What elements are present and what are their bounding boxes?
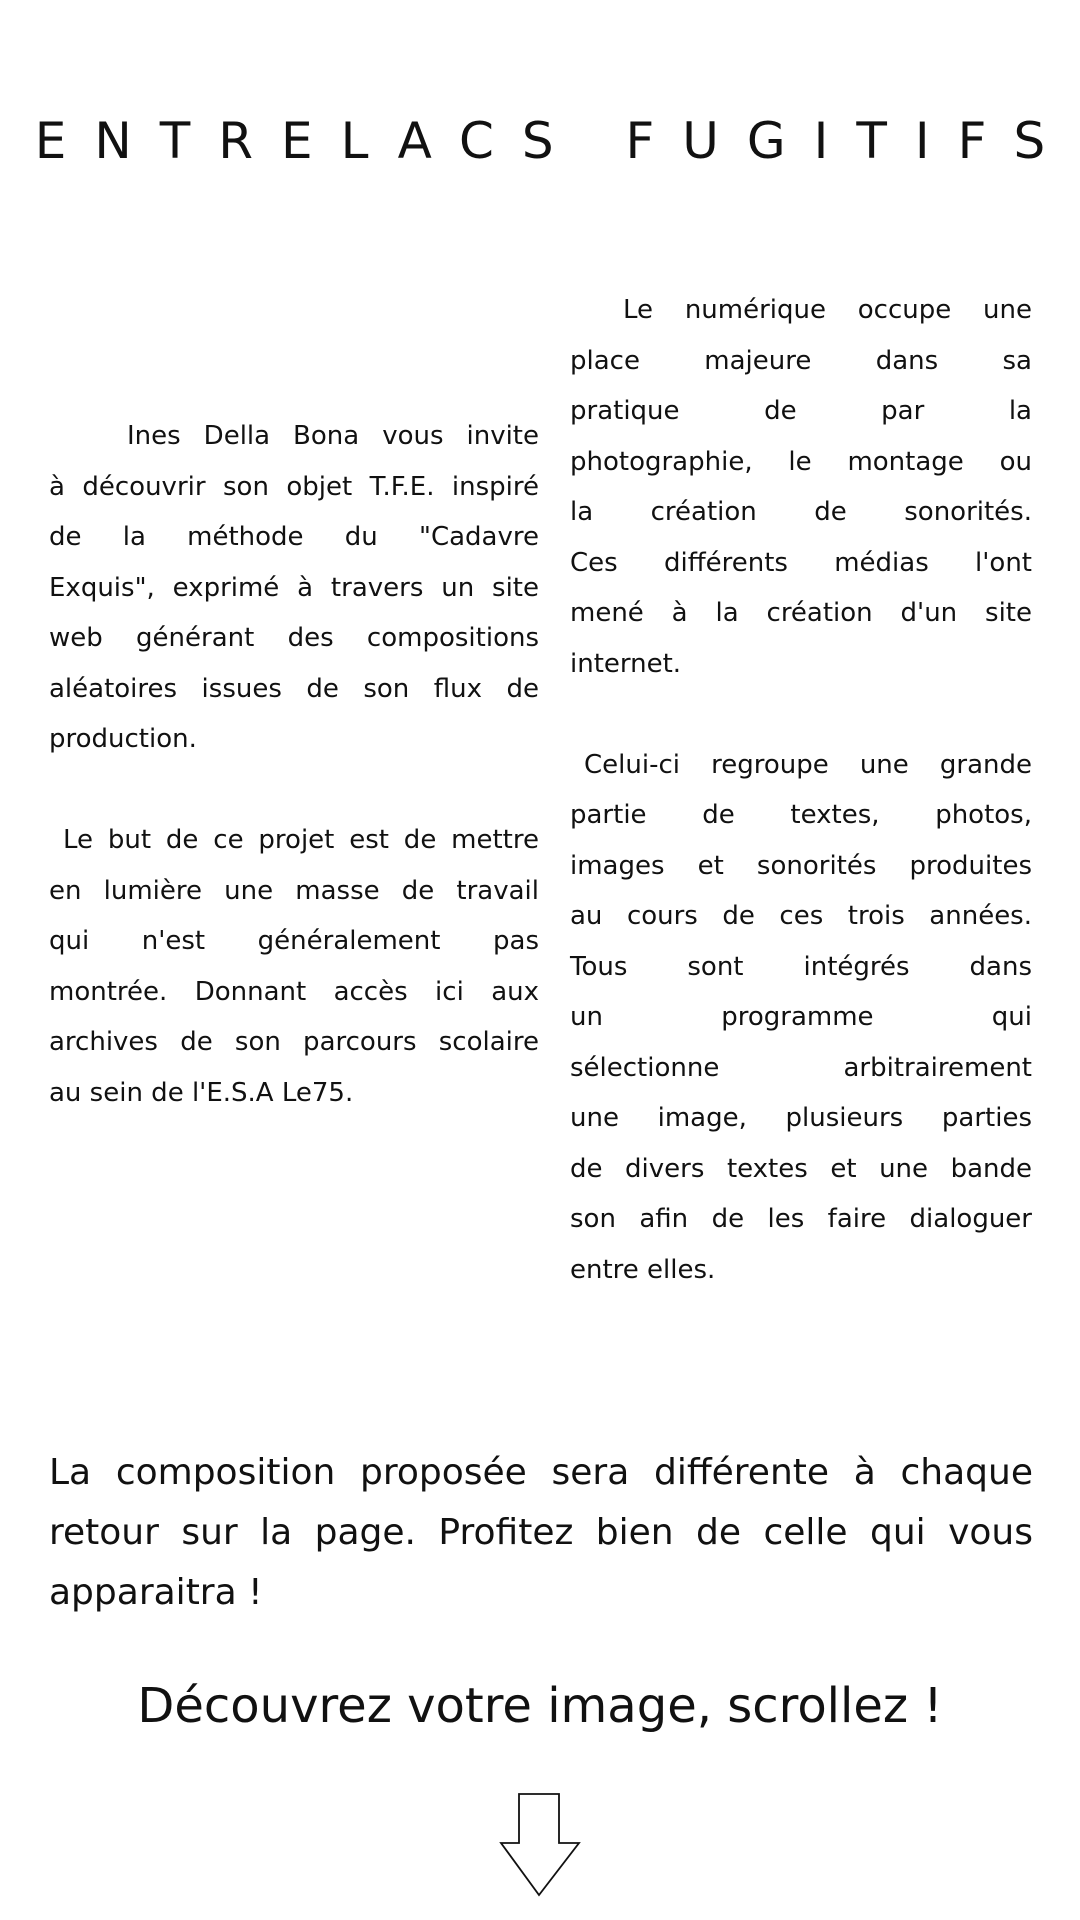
page-title: ENTRELACS FUGITIFS [34, 112, 1074, 170]
intro-column-left [49, 411, 539, 1118]
text-line: Tous sont intégrés dans [570, 951, 1032, 982]
text-line: en lumière une masse de travail [49, 875, 539, 906]
text-line: place majeure dans sa [570, 345, 1032, 376]
text-line: son afin de les faire dialoguer [570, 1204, 1032, 1234]
paragraph-gap [570, 689, 1032, 740]
text-line: sélectionne arbitrairement [570, 1052, 1032, 1083]
text-line: Ces différents médias l'ont [570, 547, 1032, 578]
text-line: qui n'est généralement pas [49, 926, 539, 956]
text-line: archives de son parcours scolaire [49, 1027, 539, 1057]
text-line: photographie, le montage ou [570, 446, 1032, 477]
intro-column-right [570, 285, 1032, 1295]
text-line: Celui-ci regroupe une grande [584, 749, 1032, 780]
text-line: production. [49, 724, 197, 754]
arrow-down-icon[interactable] [499, 1793, 581, 1897]
text-line: mené à la création d'un site [570, 598, 1032, 628]
closing-paragraph [49, 1443, 1033, 1623]
text-line: pratique de par la [570, 396, 1032, 426]
text-line: de la méthode du "Cadavre [49, 522, 539, 552]
text-line: internet. [570, 648, 682, 679]
text-line: à découvrir son objet T.F.E. inspiré [49, 471, 539, 502]
text-line: partie de textes, photos, [570, 800, 1032, 830]
text-line: Ines Della Bona vous invite [127, 421, 539, 451]
text-line: un programme qui [570, 1002, 1032, 1032]
text-line: de divers textes et une bande [570, 1153, 1032, 1184]
text-line: images et sonorités produites [570, 850, 1032, 881]
text-line: au sein de l'E.S.A Le75. [49, 1077, 354, 1108]
text-line: entre elles. [570, 1254, 716, 1285]
text-line: La composition proposée sera différente à chaque [49, 1452, 1033, 1493]
text-line: web générant des compositions [49, 623, 539, 653]
text-line: montrée. Donnant accès ici aux [49, 976, 539, 1007]
text-line: Le but de ce projet est de mettre [63, 825, 539, 855]
digital-practice-paragraph [570, 285, 1032, 689]
scroll-prompt: Découvrez votre image, scrollez ! [137, 1678, 943, 1734]
paragraph-gap [49, 765, 539, 816]
text-line: la création de sonorités. [570, 497, 1032, 527]
text-line: Exquis", exprimé à travers un site [49, 572, 539, 603]
text-line: une image, plusieurs parties [570, 1103, 1032, 1133]
website-content-paragraph [570, 740, 1032, 1296]
intro-paragraph [49, 411, 539, 765]
text-line: retour sur la page. Profitez bien de celle qui vous [49, 1512, 1033, 1553]
text-line: au cours de ces trois années. [570, 901, 1032, 931]
project-goal-paragraph [49, 815, 539, 1118]
text-line: Le numérique occupe une [623, 295, 1032, 325]
text-line: apparaitra ! [49, 1572, 263, 1613]
text-line: aléatoires issues de son flux de [49, 673, 539, 704]
